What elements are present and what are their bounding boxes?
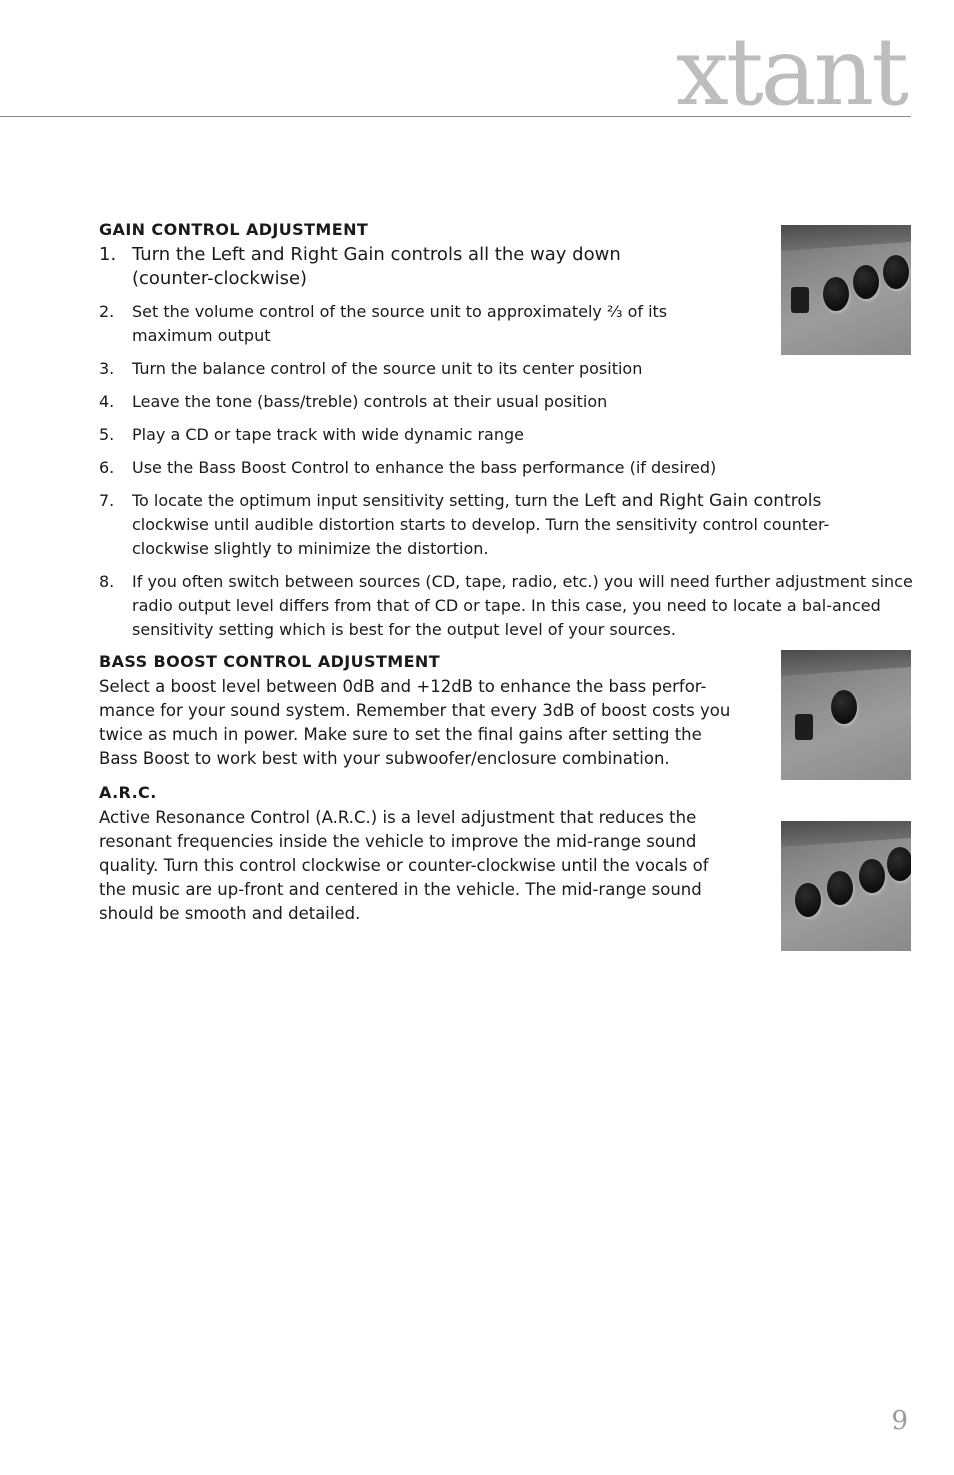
list-item: 8. If you often switch between sources (CD, tape, radio, etc.) you will need further adjustment since radio output level differs from that of CD or tape. In this case, you need to locate a bal-anced sensitivity setting which is best for the output level of your sources.: [99, 572, 913, 639]
step-text: Use the Bass Boost Control to enhance the bass performance (if desired): [132, 458, 717, 477]
step-text: If you often switch between sources (CD, tape, radio, etc.) you will need further adjustment since radio output level differs from that of CD or tape. In this case, you need to locate a bal-anced sensitivity setting which is best for the output level of your sources.: [132, 572, 913, 639]
brand-logo: xtant: [675, 18, 906, 127]
list-item: 1. Turn the Left and Right Gain controls all the way down (counter-clockwise): [99, 244, 621, 289]
main-content: [99, 220, 913, 938]
arc-heading: A.R.C.: [99, 783, 157, 802]
page-number: 9: [891, 1406, 908, 1436]
arc-paragraph: Active Resonance Control (A.R.C.) is a level adjustment that reduces the resonant frequencies inside the vehicle to improve the mid-range sound quality. Turn this control clockwise or counter-clockwise until the vocals of the music are up-front and centered in the vehicle. The mid-range sound should be smooth and detailed.: [99, 808, 709, 923]
list-item: 5. Play a CD or tape track with wide dynamic range: [99, 425, 524, 444]
list-item: 2. Set the volume control of the source unit to approximately ⅔ of its maximum output: [99, 302, 668, 345]
step-text: Turn the Left and Right Gain controls all the way down (counter-clockwise): [132, 244, 621, 289]
step-text: Leave the tone (bass/treble) controls at their usual position: [132, 392, 608, 411]
list-item: 7. To locate the optimum input sensitivity setting, turn the Left and Right Gain controls clockwise until audible distortion starts to develop. Turn the sensitivity control counter-clockwise slightly to minimize the distortion.: [99, 491, 830, 558]
gain-heading: GAIN CONTROL ADJUSTMENT: [99, 220, 369, 239]
bass-boost-photo: [781, 650, 911, 780]
header-rule: [0, 116, 911, 117]
list-item: 3. Turn the balance control of the source unit to its center position: [99, 359, 643, 378]
gain-steps: [99, 243, 913, 642]
step-text: Play a CD or tape track with wide dynamic range: [132, 425, 524, 444]
bass-heading: BASS BOOST CONTROL ADJUSTMENT: [99, 652, 441, 671]
step-text: Set the volume control of the source unit to approximately ⅔ of its maximum output: [132, 302, 668, 345]
arc-control-photo: [781, 821, 911, 951]
list-item: 6. Use the Bass Boost Control to enhance the bass performance (if desired): [99, 458, 717, 477]
step-text: Turn the balance control of the source unit to its center position: [132, 359, 643, 378]
gain-controls-photo: [781, 225, 911, 355]
bass-paragraph: Select a boost level between 0dB and +12dB to enhance the bass perfor-mance for your sound system. Remember that every 3dB of boost costs you twice as much in power. Make sure to set the final gains after setting the Bass Boost to work best with your subwoofer/enclosure combination.: [99, 677, 731, 768]
list-item: 4. Leave the tone (bass/treble) controls at their usual position: [99, 392, 608, 411]
